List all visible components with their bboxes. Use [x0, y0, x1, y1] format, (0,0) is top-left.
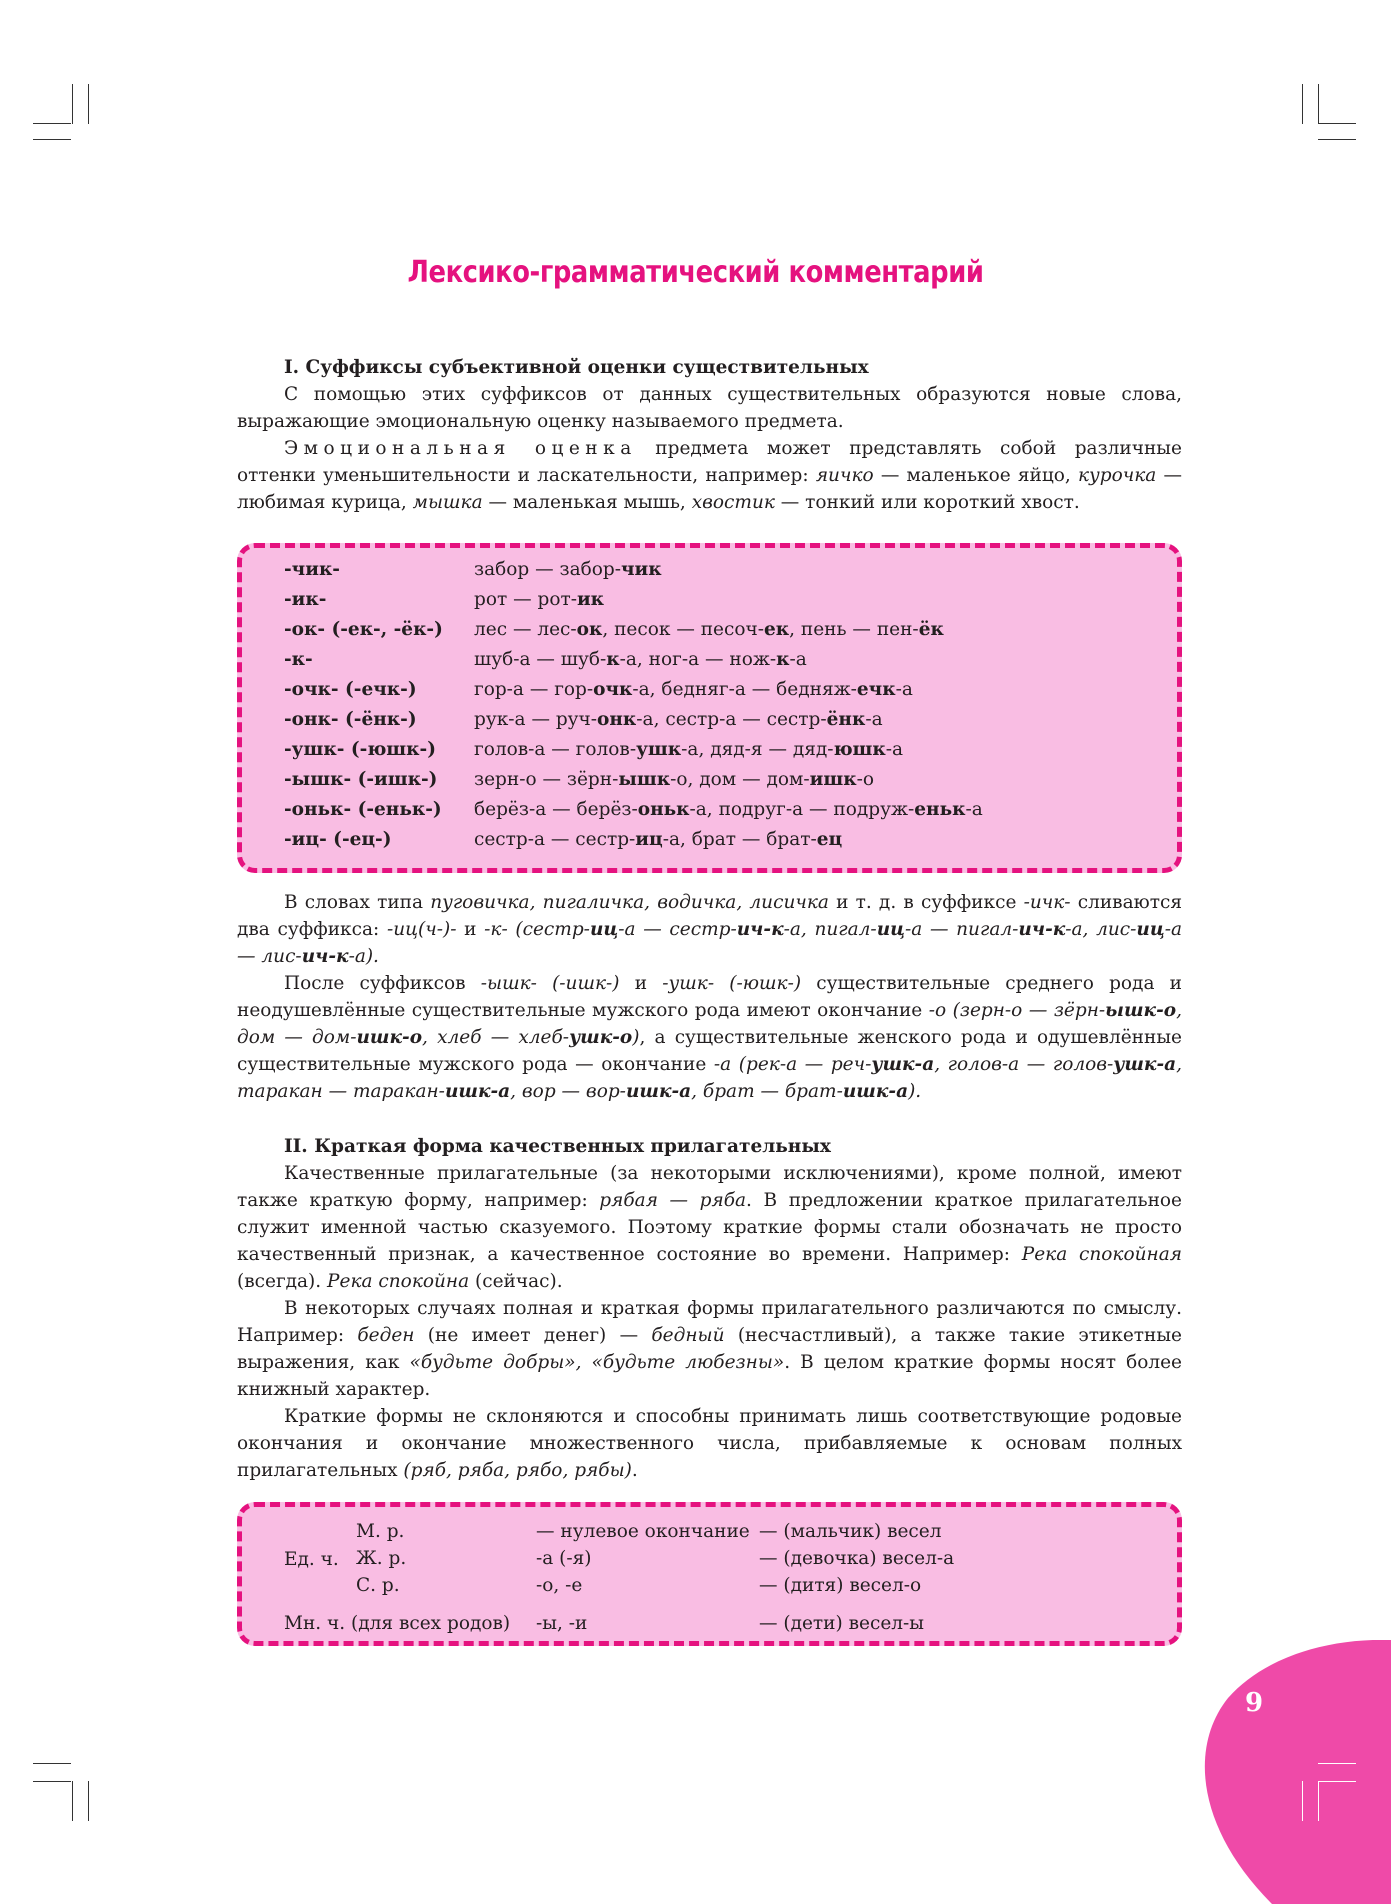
suffix-examples-box [237, 543, 1182, 873]
suffix: -ик- [284, 589, 327, 610]
paragraph: Качественные прилагательные (за некоторыми исключениями), кроме полной, имеют также краткую форму, например: рябая — ряба. В предложении краткое прилагательное служит именной частью сказуемого. Поэтому краткие формы стали обозначать не просто качественный признак, а качественное состояние во времени. Например: Река спокойная (всегда). Река спокойна (сейчас). [237, 1163, 1182, 1292]
suffix: -к- [284, 649, 313, 670]
suffix-example: зерн-о — зёрн-ышк-о, дом — дом-ишк-о [474, 769, 874, 790]
paragraph: С помощью этих суффиксов от данных существительных образуются новые слова, выражающие эмоциональную оценку называемого предмета. [237, 384, 1182, 432]
suffix-row [242, 825, 1177, 855]
page-title: Лексико-грамматический комментарий [407, 255, 984, 290]
gender-label: С. р. [356, 1575, 400, 1596]
section-heading: II. Краткая форма качественных прилагательных [284, 1136, 831, 1157]
suffix-example: голов-а — голов-ушк-а, дяд-я — дяд-юшк-а [474, 739, 904, 760]
example: — (девочка) весел-а [759, 1548, 955, 1569]
spaced-term: Эмоциональная оценка [284, 438, 637, 459]
suffix-row [242, 645, 1177, 675]
section-2 [237, 1133, 1182, 1484]
suffix-row [242, 765, 1177, 795]
example: — (дитя) весел-о [759, 1575, 922, 1596]
suffix: -очк- (-ечк-) [284, 679, 417, 700]
suffix: -оньк- (-еньк-) [284, 799, 442, 820]
paragraph: После суффиксов -ышк- (-ишк-) и -ушк- (-юшк-) существительные среднего рода и неодушевлённые существительные мужского рода имеют окончание -о (зерн-о — зёрн-ышк-о, дом — дом-ишк-о, хлеб — хлеб-ушк-о), а существительные женского рода и одушевлённые существительные мужского рода — окончание -а (рек-а — реч-ушк-а, голов-а — голов-ушк-а, таракан — таракан-ишк-а, вор — вор-ишк-а, брат — брат-ишк-а). [237, 973, 1183, 1102]
paragraph: В словах типа пуговичка, пигаличка, водичка, лисичка и т. д. в суффиксе -ичк- сливаются два суффикса: -иц(ч-)- и -к- (сестр-иц-а — сестр-ич-к-а, пигал-иц-а — пигал-ич-к-а, лис-иц-а — лис-ич-к-а). [237, 892, 1183, 967]
suffix-row [242, 735, 1177, 765]
suffix: -ок- (-ек-, -ёк-) [284, 619, 443, 640]
suffix-example: рук-а — руч-онк-а, сестр-а — сестр-ёнк-а [474, 709, 883, 730]
suffix-example: берёз-а — берёз-оньк-а, подруг-а — подруж-еньк-а [474, 799, 983, 820]
suffix: -ышк- (-ишк-) [284, 769, 438, 790]
suffix-example: рот — рот-ик [474, 589, 605, 610]
suffix-row [242, 615, 1177, 645]
section-1-continued [237, 889, 1182, 1105]
ending: -а (-я) [536, 1548, 592, 1569]
ending: -о, -е [536, 1575, 583, 1596]
suffix: -иц- (-ец-) [284, 829, 392, 850]
singular-label: Ед. ч. [284, 1549, 339, 1570]
section-1-intro [237, 354, 1182, 516]
ending: -ы, -и [536, 1613, 588, 1634]
suffix-row [242, 555, 1177, 585]
suffix: -чик- [284, 559, 340, 580]
suffix-example: гор-а — гор-очк-а, бедняг-а — бедняж-ечк-а [474, 679, 913, 700]
suffix-row [242, 795, 1177, 825]
example: — (дети) весел-ы [759, 1613, 925, 1634]
suffix-row [242, 675, 1177, 705]
section-heading: I. Суффиксы субъективной оценки существительных [284, 357, 869, 378]
paragraph: В некоторых случаях полная и краткая формы прилагательного различаются по смыслу. Например: беден (не имеет денег) — бедный (несчастливый), а также такие этикетные выражения, как «будьте добры», «будьте любезны». В целом краткие формы носят более книжный характер. [237, 1298, 1183, 1400]
gender-label: Ж. р. [356, 1548, 407, 1569]
suffix-example: шуб-а — шуб-к-а, ног-а — нож-к-а [474, 649, 807, 670]
gender-label: М. р. [356, 1521, 405, 1542]
suffix: -ушк- (-юшк-) [284, 739, 436, 760]
page-number: 9 [1245, 1688, 1264, 1718]
paragraph: Краткие формы не склоняются и способны принимать лишь соответствующие родовые окончания и окончание множественного числа, прибавляемые к основам полных прилагательных (ряб, ряба, рябо, рябы). [237, 1406, 1182, 1481]
example: — (мальчик) весел [759, 1521, 942, 1542]
plural-label: Мн. ч. (для всех родов) [284, 1613, 511, 1634]
suffix: -онк- (-ёнк-) [284, 709, 417, 730]
suffix-example: лес — лес-ок, песок — песоч-ек, пень — пен-ёк [474, 619, 944, 640]
suffix-example: забор — забор-чик [474, 559, 662, 580]
short-form-endings-box [237, 1502, 1182, 1646]
suffix-example: сестр-а — сестр-иц-а, брат — брат-ец [474, 829, 843, 850]
paragraph: Эмоциональная оценка предмета может представлять собой различные оттенки уменьшительности и ласкательности, например: яичко — маленькое яйцо, курочка — любимая курица, мышка — маленькая мышь, хвостик — тонкий или короткий хвост. [237, 438, 1182, 513]
page-corner-decoration [1180, 1640, 1391, 1904]
suffix-row [242, 585, 1177, 615]
ending: — нулевое окончание [536, 1521, 750, 1542]
suffix-row [242, 705, 1177, 735]
